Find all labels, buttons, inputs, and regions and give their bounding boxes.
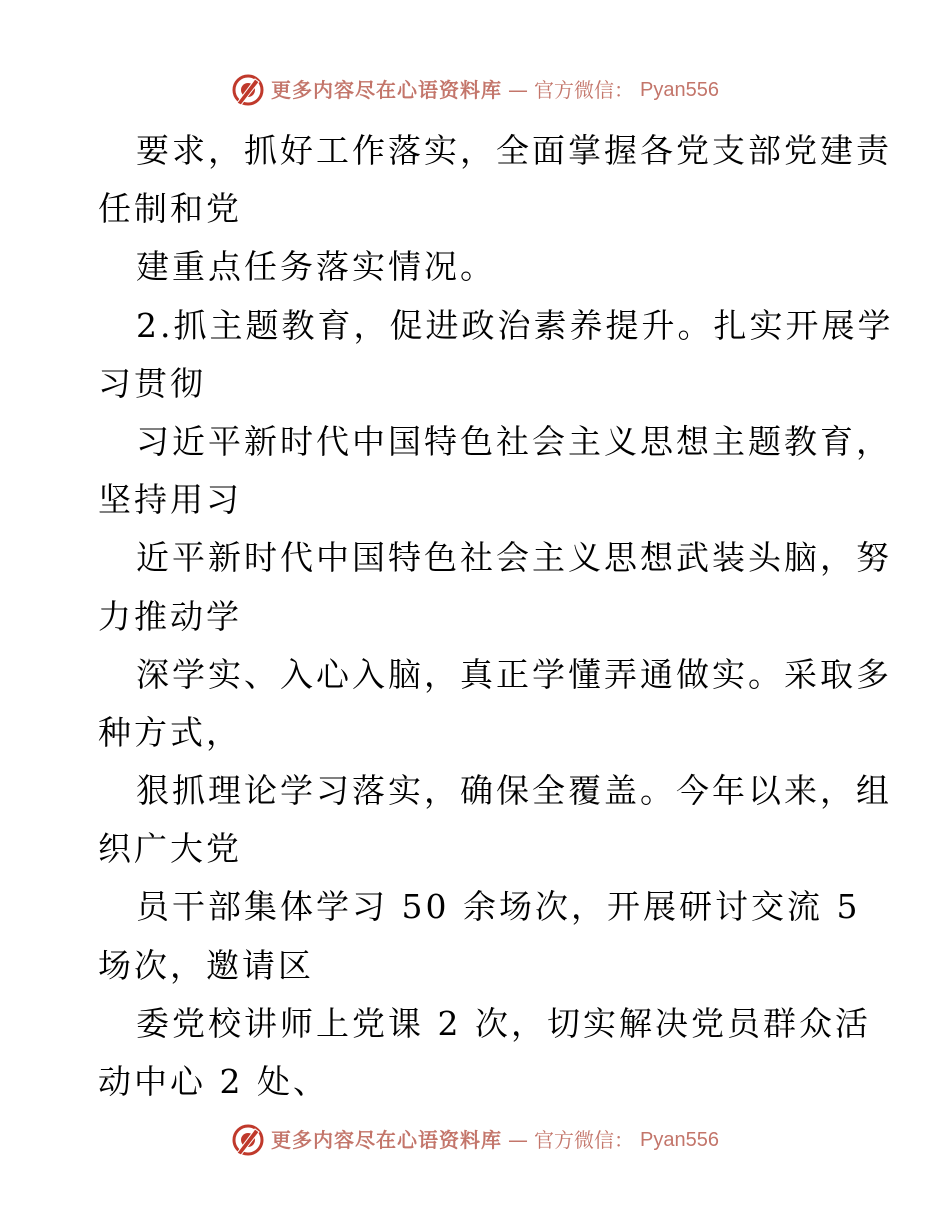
body-line-4: 2.抓主题教育，促进政治素养提升。扎实开展学	[136, 305, 894, 345]
body-line-6: 习近平新时代中国特色社会主义思想主题教育，	[136, 421, 892, 461]
body-line-3: 建重点任务落实情况。	[136, 247, 496, 287]
pen-circle-logo-icon	[231, 1123, 265, 1157]
body-line-13: 织广大党	[98, 829, 242, 869]
body-line-17: 动中心 2 处、	[98, 1062, 329, 1101]
body-line-1: 要求，抓好工作落实，全面掌握各党支部党建责	[136, 131, 892, 170]
body-line-7: 坚持用习	[98, 480, 242, 520]
body-line-10: 深学实、入心入脑，真正学懂弄通做实。采取多	[136, 654, 892, 694]
body-line-11: 种方式，	[98, 712, 242, 752]
body-line-15: 场次，邀请区	[98, 945, 314, 985]
body-line-9: 力推动学	[98, 596, 242, 636]
body-line-16: 委党校讲师上党课 2 次，切实解决党员群众活	[136, 1003, 871, 1043]
pen-circle-logo-icon	[231, 73, 265, 107]
header-banner	[0, 70, 950, 110]
header-brand-text: 更多内容尽在心语资料库	[271, 78, 503, 102]
header-separator: —	[508, 78, 529, 102]
body-line-14: 员干部集体学习 50 余场次，开展研讨交流 5	[136, 887, 861, 927]
header-official-label: 官方微信：	[534, 78, 635, 102]
document-body	[98, 122, 894, 1111]
footer-brand-text: 更多内容尽在心语资料库	[271, 1128, 503, 1152]
footer-wechat-id: Pyan556	[640, 1129, 719, 1151]
footer-official-label: 官方微信：	[534, 1128, 635, 1152]
body-line-12: 狠抓理论学习落实，确保全覆盖。今年以来，组	[136, 771, 892, 811]
body-line-8: 近平新时代中国特色社会主义思想武装头脑，努	[136, 538, 892, 578]
header-wechat-id: Pyan556	[640, 79, 719, 101]
body-line-2: 任制和党	[98, 189, 242, 229]
footer-banner	[0, 1120, 950, 1160]
footer-separator: —	[508, 1128, 529, 1152]
body-line-5: 习贯彻	[98, 363, 206, 403]
